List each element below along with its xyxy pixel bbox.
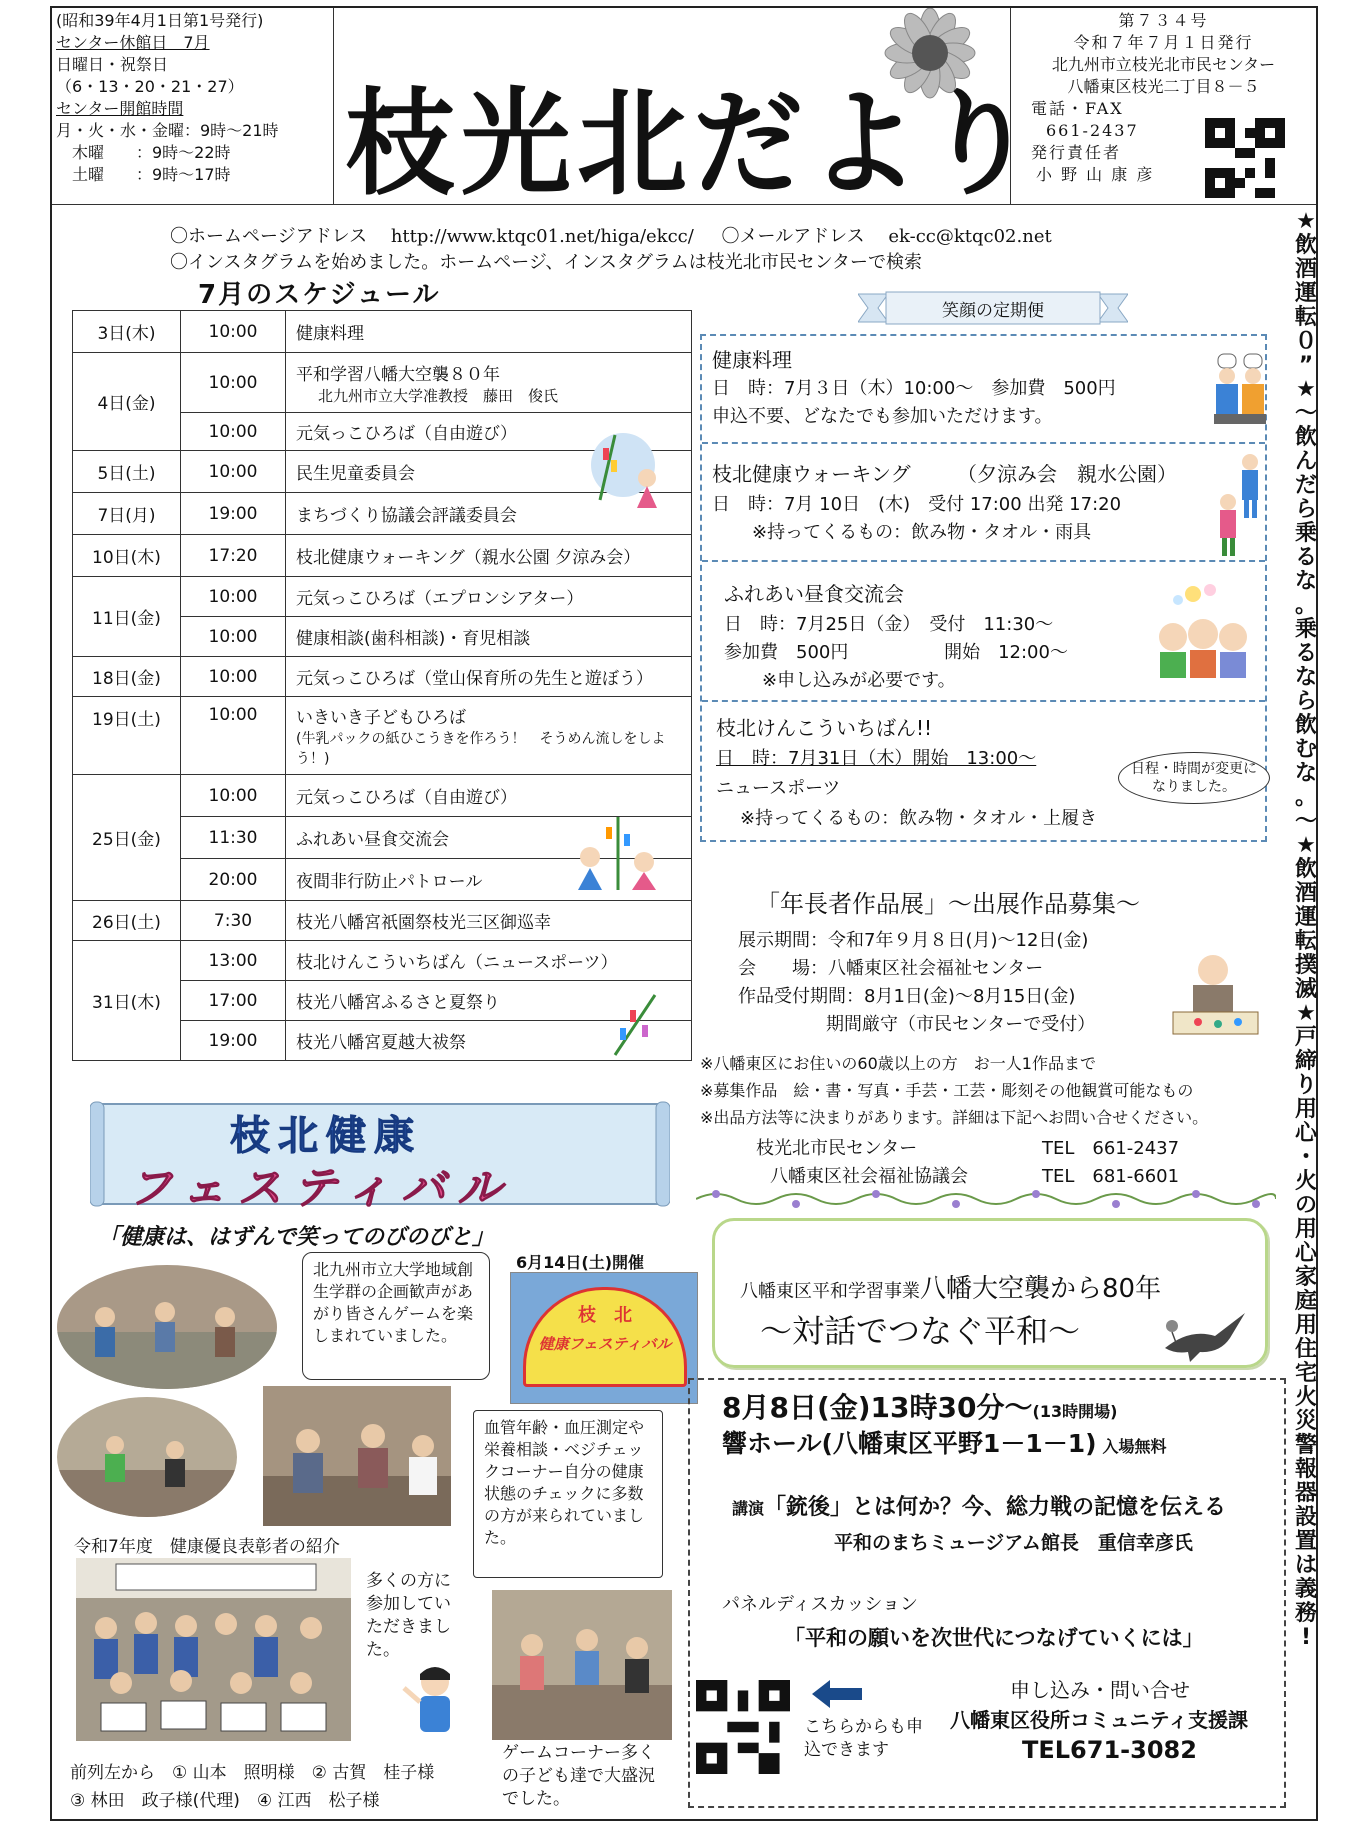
vertical-slogan-char: ★: [1296, 833, 1316, 858]
schedule-event: 枝光八幡宮祇園祭枝光三区御巡幸: [286, 901, 692, 941]
first-issue-note: (昭和39年4月1日第1号発行): [56, 11, 264, 30]
vertical-slogan-char: 設: [1294, 1505, 1317, 1530]
schedule-day: 3日(木): [73, 311, 181, 353]
walkers-illustration: [1210, 450, 1270, 560]
application-qr-code-icon[interactable]: [696, 1680, 790, 1774]
exhibition-contact-2-name: 八幡東区社会福祉協議会: [770, 1166, 968, 1187]
panel-label: パネルディスカッション: [722, 1594, 919, 1615]
schedule-event: 枝北健康ウォーキング（親水公園 夕涼み会）: [286, 535, 692, 577]
vertical-slogan-char: 警: [1294, 1433, 1317, 1458]
vertical-slogan-char: ん: [1294, 449, 1317, 474]
bamboo-decoration-icon: [600, 990, 670, 1060]
vertical-slogan-char: 器: [1294, 1481, 1317, 1506]
mail-label: 〇メールアドレス: [721, 226, 865, 247]
exhibition-period: 展示期間：令和7年９月８日(月)～12日(金): [738, 930, 1089, 951]
schedule-event: ふれあい昼食交流会: [286, 817, 692, 859]
game-corner-caption: ゲームコーナー多くの子ども達で大盛況でした。: [502, 1743, 655, 1809]
schedule-event: 夜間非行防止パトロール: [286, 859, 692, 901]
award-recipients-row2: ③ 林田 政子様(代理) ④ 江西 松子様: [70, 1791, 380, 1811]
exhibition-contact-1-name: 枝光北市民センター: [756, 1138, 918, 1159]
chefs-illustration: [1210, 352, 1270, 432]
health-check-bubble: 血管年齢・血圧測定や栄養相談・ベジチェックコーナー自分の健康状態のチェックに多数の方が来られていました。: [473, 1410, 663, 1578]
schedule-time: 17:00: [181, 981, 286, 1021]
vertical-slogan-char: 。: [1294, 593, 1317, 618]
table-row: [73, 775, 692, 817]
vertical-slogan-char: ～: [1294, 809, 1317, 834]
vertical-slogan-char: 乗: [1294, 617, 1317, 642]
vertical-slogan-char: 締: [1294, 1049, 1317, 1074]
schedule-event: 元気っこひろば（自由遊び）: [286, 775, 692, 817]
vertical-slogan-char: 火: [1294, 1385, 1317, 1410]
table-row: [73, 901, 692, 941]
panel-title: 「平和の願いを次世代につなげていくには」: [784, 1626, 1204, 1650]
event-sports-title: 枝北けんこういちばん!!: [716, 716, 933, 740]
event-walking-items: ※持ってくるもの：飲み物・タオル・雨具: [752, 522, 1092, 543]
homepage-label: 〇ホームページアドレス: [170, 226, 368, 247]
vertical-slogan-char: 戸: [1294, 1025, 1317, 1050]
schedule-event: いきいき子どもひろば: [296, 708, 466, 728]
schedule-time: 20:00: [181, 859, 286, 901]
open-hours-label: センター開館時間: [56, 99, 184, 118]
application-org: 八幡東区役所コミュニティ支援課: [950, 1708, 1248, 1732]
schedule-time: 10:00: [181, 413, 286, 451]
lecture-title: 「銃後」とは何か？今、総力戦の記憶を伝える: [764, 1495, 1227, 1520]
exhibition-application-period: 作品受付期間：8月1日(金)～8月15日(金): [738, 986, 1076, 1007]
vertical-slogan-char: る: [1294, 641, 1317, 666]
peace-event-open-time: (13時開場): [1032, 1402, 1118, 1421]
vertical-slogan-char: 飲: [1294, 857, 1317, 882]
exhibition-venue: 会 場：八幡東区社会福祉センター: [738, 958, 1044, 979]
qr-code-icon[interactable]: [1205, 118, 1285, 198]
schedule-event-cell: [286, 353, 692, 413]
vertical-slogan-char: な: [1294, 569, 1317, 594]
schedule-time: 10:00: [181, 775, 286, 817]
peace-event-free: 入場無料: [1102, 1437, 1167, 1456]
vertical-slogan-char: 撲: [1294, 953, 1317, 978]
vertical-slogan-char: 転: [1294, 929, 1317, 954]
schedule-time: 10:00: [181, 657, 286, 697]
vertical-slogan-char: 酒: [1294, 257, 1317, 282]
peace-event-datetime: 8月8日(金)13時30分～: [722, 1391, 1033, 1424]
table-row: [73, 941, 692, 981]
header-divider: [52, 204, 1316, 205]
peace-lecture-line: [732, 1490, 1226, 1521]
festival-sign-photo: [510, 1272, 698, 1404]
vertical-slogan-char: 宅: [1294, 1361, 1317, 1386]
schedule-change-bubble: 日程・時間が変更になりました。: [1118, 752, 1270, 804]
event-walking-datetime: 日 時：7月 10日 (木) 受付 17:00 出発 17:20: [712, 494, 1122, 515]
vertical-slogan-char: な: [1294, 761, 1317, 786]
schedule-event: 枝光八幡宮夏越大祓祭: [286, 1021, 692, 1061]
exhibition-contact-2-tel: TEL 681-6601: [1042, 1166, 1180, 1187]
event-cooking-note: 申込不要、どなたでも参加いただけます。: [712, 406, 1053, 427]
event-lunch-fee: 参加費 500円 開始 12:00～: [724, 642, 1068, 663]
event-walking-title: [712, 458, 1177, 487]
table-row: [73, 697, 692, 775]
vertical-slogan-char: ０: [1294, 329, 1317, 354]
tel-number: 661-2437: [1046, 121, 1139, 140]
lecture-label: 講演: [732, 1499, 765, 1518]
table-row: [73, 353, 692, 413]
schedule-event: 健康料理: [286, 311, 692, 353]
vertical-slogan-char: る: [1294, 545, 1317, 570]
vertical-slogan-char: ら: [1294, 497, 1317, 522]
vertical-slogan-char: 住: [1294, 1337, 1317, 1362]
publisher-label: 発行責任者: [1031, 143, 1122, 162]
schedule-table: [72, 310, 692, 1061]
lecture-speaker: 平和のまちミュージアム館長 重信幸彦氏: [834, 1532, 1193, 1554]
festival-banner-line2: フェスティバル: [128, 1163, 514, 1214]
header-info-left: [52, 8, 334, 204]
instagram-note: 〇インスタグラムを始めました。ホームページ、インスタグラムは枝光北市民センターで検索: [170, 252, 923, 273]
peace-event-venue: 響ホール(八幡東区平野1－1－1): [722, 1429, 1097, 1458]
peace-event-headline: 八幡大空襲から80年: [920, 1274, 1162, 1304]
schedule-day: 5日(土): [73, 451, 181, 493]
schedule-day: 26日(土): [73, 901, 181, 941]
schedule-time: 10:00: [181, 311, 286, 353]
vertical-slogan-char: 庭: [1294, 1289, 1317, 1314]
issue-date: 令和７年７月１日発行: [1073, 33, 1254, 52]
award-recipients-photo: [76, 1558, 351, 1741]
schedule-event: 元気っこひろば（堂山保育所の先生と遊ぼう）: [286, 657, 692, 697]
schedule-day: 7日(月): [73, 493, 181, 535]
vertical-slogan-char: 務: [1294, 1601, 1317, 1626]
schedule-day: 11日(金): [73, 577, 181, 657]
schedule-day: 18日(金): [73, 657, 181, 697]
schedule-event: 元気っこひろば（エプロンシアター）: [286, 577, 692, 617]
dove-icon: [1160, 1308, 1250, 1364]
exhibition-contact-1-tel: TEL 661-2437: [1042, 1138, 1180, 1159]
children-tanabata-illustration: [568, 812, 668, 892]
health-check-photo: [263, 1386, 451, 1526]
vertical-slogan-char: ”: [1298, 353, 1314, 378]
schedule-time: 19:00: [181, 493, 286, 535]
vertical-slogan-char: 火: [1294, 1169, 1317, 1194]
schedule-time: 10:00: [181, 353, 286, 413]
exhibition-note-3: ※出品方法等に決まりがあります。詳細は下記へお問い合せください。: [700, 1108, 1209, 1127]
vertical-slogan-char: 災: [1294, 1409, 1317, 1434]
schedule-day: 19日(土): [73, 697, 181, 775]
event-lunch-datetime: 日 時：7月25日（金） 受付 11:30～: [724, 614, 1054, 635]
exhibition-note-1: ※八幡東区にお住いの60歳以上の方 お一人1作品まで: [700, 1054, 1096, 1073]
vertical-slogan-char: 。: [1294, 785, 1317, 810]
vertical-slogan-char: 飲: [1294, 425, 1317, 450]
mail-address[interactable]: ek-cc@ktqc02.net: [888, 226, 1052, 247]
schedule-event: 枝光八幡宮ふるさと夏祭り: [286, 981, 692, 1021]
schedule-day: 10日(木): [73, 535, 181, 577]
vertical-slogan-char: ★: [1296, 1001, 1316, 1026]
vertical-slogan-char: り: [1294, 1073, 1317, 1098]
regular-events-ribbon-label: 笑顔の定期便: [942, 301, 1044, 321]
vertical-slogan-char: 運: [1294, 281, 1317, 306]
schedule-event-sub: 北九州市立大学准教授 藤田 俊氏: [318, 386, 559, 405]
vertical-slogan-char: 転: [1294, 305, 1317, 330]
peace-event-heading: [740, 1268, 1161, 1305]
schedule-event: 元気っこひろば（自由遊び）: [286, 413, 692, 451]
event-divider: [702, 700, 1265, 702]
vertical-slogan-char: 乗: [1294, 521, 1317, 546]
vertical-slogan-char: 家: [1294, 1265, 1317, 1290]
exhibition-deadline: 期間厳守（市民センターで受付）: [826, 1014, 1096, 1035]
vertical-slogan-char: ★: [1296, 377, 1316, 402]
schedule-time: 10:00: [181, 577, 286, 617]
vertical-slogan-char: の: [1294, 1193, 1317, 1218]
peace-event-venue-line: [722, 1424, 1167, 1460]
schedule-event-note: (牛乳パックの紙ひこうきを作ろう！ そうめん流しをしよう！): [296, 731, 666, 767]
homepage-url[interactable]: http://www.ktqc01.net/higa/ekcc/: [390, 226, 694, 247]
tel-label: 電話・FAX: [1031, 99, 1124, 118]
open-hours-sat: 土曜 ：9時～17時: [56, 165, 231, 184]
blood-pressure-photo: [55, 1395, 240, 1520]
schedule-time: 10:00: [181, 697, 286, 775]
vertical-slogan-char: は: [1294, 1553, 1317, 1578]
vertical-safety-slogan: [1290, 210, 1322, 1650]
table-row: [73, 311, 692, 353]
schedule-event: 枝北けんこういちばん（ニュースポーツ）: [286, 941, 692, 981]
publisher-name: 小 野 山 康 彦: [1036, 165, 1155, 184]
many-participants-note: 多くの方に参加していただきました。: [366, 1571, 451, 1660]
vertical-slogan-char: 滅: [1294, 977, 1317, 1002]
seniors-eating-illustration: [1148, 582, 1258, 682]
schedule-event: 健康相談(歯科相談)・育児相談: [286, 617, 692, 657]
elderly-artist-illustration: [1168, 950, 1263, 1040]
table-row: [73, 535, 692, 577]
vertical-slogan-char: だ: [1294, 473, 1317, 498]
vertical-slogan-char: 報: [1294, 1457, 1317, 1482]
award-recipients-row1: 前列左から ① 山本 照明様 ② 古賀 桂子様: [70, 1763, 435, 1783]
award-title: [74, 1532, 340, 1557]
application-label: 申し込み・問い合せ: [1010, 1678, 1190, 1702]
event-sports-datetime: 日 時：7月31日（木）開始 13:00～: [716, 748, 1037, 769]
event-cooking-title: 健康料理: [712, 348, 792, 372]
schedule-day: 31日(木): [73, 941, 181, 1061]
table-row: [73, 657, 692, 697]
application-tel: TEL671-3082: [1022, 1736, 1197, 1764]
event-divider: [702, 442, 1265, 444]
center-name: 北九州市立枝光北市民センター: [1051, 55, 1276, 74]
vertical-slogan-char: ら: [1294, 689, 1317, 714]
vertical-slogan-char: 運: [1294, 905, 1317, 930]
flower-vine-divider: [696, 1186, 1276, 1212]
vertical-slogan-char: 心: [1294, 1241, 1317, 1266]
vertical-slogan-char: 義: [1294, 1577, 1317, 1602]
exhibition-note-2: ※募集作品 絵・書・写真・手芸・工芸・彫刻その他観賞可能なもの: [700, 1081, 1194, 1100]
vertical-slogan-char: 置: [1294, 1529, 1317, 1554]
peace-event-program: 八幡東区平和学習事業: [740, 1281, 920, 1302]
event-divider: [702, 560, 1265, 562]
open-hours-weekday: 月・火・水・金曜：9時～21時: [56, 121, 279, 140]
pointing-girl-illustration: [400, 1660, 470, 1740]
university-program-bubble: 北九州市立大学地域創生学群の企画歓声があがり皆さんゲームを楽しまれていました。: [302, 1252, 490, 1380]
schedule-event-cell: [286, 697, 692, 775]
schedule-title: 7月のスケジュール: [198, 280, 441, 310]
vertical-slogan-char: ★: [1296, 209, 1316, 234]
table-row: [73, 577, 692, 617]
event-sports-type: ニュースポーツ: [716, 778, 841, 799]
arrow-left-icon: [812, 1680, 862, 1708]
schedule-time: 7:30: [181, 901, 286, 941]
newsletter-title: 枝光北だより: [345, 75, 1041, 211]
homepage-line: [170, 222, 1052, 248]
exhibition-notes: [700, 1050, 1208, 1131]
schedule-time: 17:20: [181, 535, 286, 577]
event-lunch-note: ※申し込みが必要です。: [762, 670, 956, 691]
schedule-day: 4日(金): [73, 353, 181, 451]
schedule-day: 25日(金): [73, 775, 181, 901]
schedule-event: まちづくり協議会評議委員会: [286, 493, 692, 535]
closed-days: 日曜日・祝祭日: [56, 55, 169, 74]
vertical-slogan-char: !: [1300, 1625, 1312, 1650]
festival-banner-line1: 枝北健康: [230, 1113, 422, 1159]
schedule-time: 10:00: [181, 617, 286, 657]
vertical-slogan-char: 用: [1294, 1313, 1317, 1338]
festival-game-photo: [55, 1262, 280, 1392]
event-walking-name: 枝北健康ウォーキング: [712, 462, 911, 486]
vertical-slogan-char: む: [1294, 737, 1317, 762]
event-walking-sub: （夕涼み会 親水公園）: [956, 462, 1177, 486]
festival-date: 6月14日(土)開催: [516, 1253, 645, 1272]
closed-days-label: センター休館日 7月: [56, 33, 210, 52]
event-lunch-title: ふれあい昼食交流会: [724, 582, 904, 606]
schedule-time: 10:00: [181, 451, 286, 493]
game-corner-photo: [492, 1590, 672, 1740]
closed-dates: （6・13・20・21・27）: [56, 77, 244, 96]
award-title-text: 令和7年度 健康優良表彰者の紹介: [74, 1537, 340, 1557]
qr-application-note: こちらからも申込できます: [804, 1717, 923, 1760]
festival-slogan: 「健康は、はずんで笑ってのびのびと」: [98, 1225, 495, 1250]
vertical-slogan-char: 用: [1294, 1217, 1317, 1242]
exhibition-title: 「年長者作品展」～出展作品募集～: [756, 890, 1140, 918]
vertical-slogan-char: 心: [1294, 1121, 1317, 1146]
vertical-slogan-char: ～: [1294, 401, 1317, 426]
vertical-slogan-char: な: [1294, 665, 1317, 690]
schedule-time: 19:00: [181, 1021, 286, 1061]
festival-sign-small: 枝 北: [578, 1305, 632, 1326]
vertical-slogan-char: 酒: [1294, 881, 1317, 906]
tanabata-child-illustration: [585, 430, 670, 510]
event-cooking-datetime: 日 時：7月３日（木）10:00～ 参加費 500円: [712, 378, 1116, 399]
vertical-slogan-char: 用: [1294, 1097, 1317, 1122]
schedule-event: 平和学習八幡大空襲８０年: [296, 364, 500, 385]
festival-sign-text: 健康フェスティバル: [538, 1335, 672, 1353]
peace-event-datetime-line: [722, 1386, 1117, 1426]
vertical-slogan-char: 飲: [1294, 713, 1317, 738]
vertical-slogan-char: 飲: [1294, 233, 1317, 258]
peace-event-subtitle: ～対話でつなぐ平和～: [760, 1312, 1081, 1350]
event-sports-items: ※持ってくるもの：飲み物・タオル・上履き: [740, 808, 1098, 829]
schedule-time: 13:00: [181, 941, 286, 981]
issue-number: 第７３４号: [1118, 11, 1209, 30]
open-hours-thu: 木曜 ：9時～22時: [56, 143, 231, 162]
center-address: 八幡東区枝光二丁目８－５: [1067, 77, 1260, 96]
schedule-time: 11:30: [181, 817, 286, 859]
schedule-event: 民生児童委員会: [286, 451, 692, 493]
vertical-slogan-char: ・: [1294, 1145, 1317, 1170]
